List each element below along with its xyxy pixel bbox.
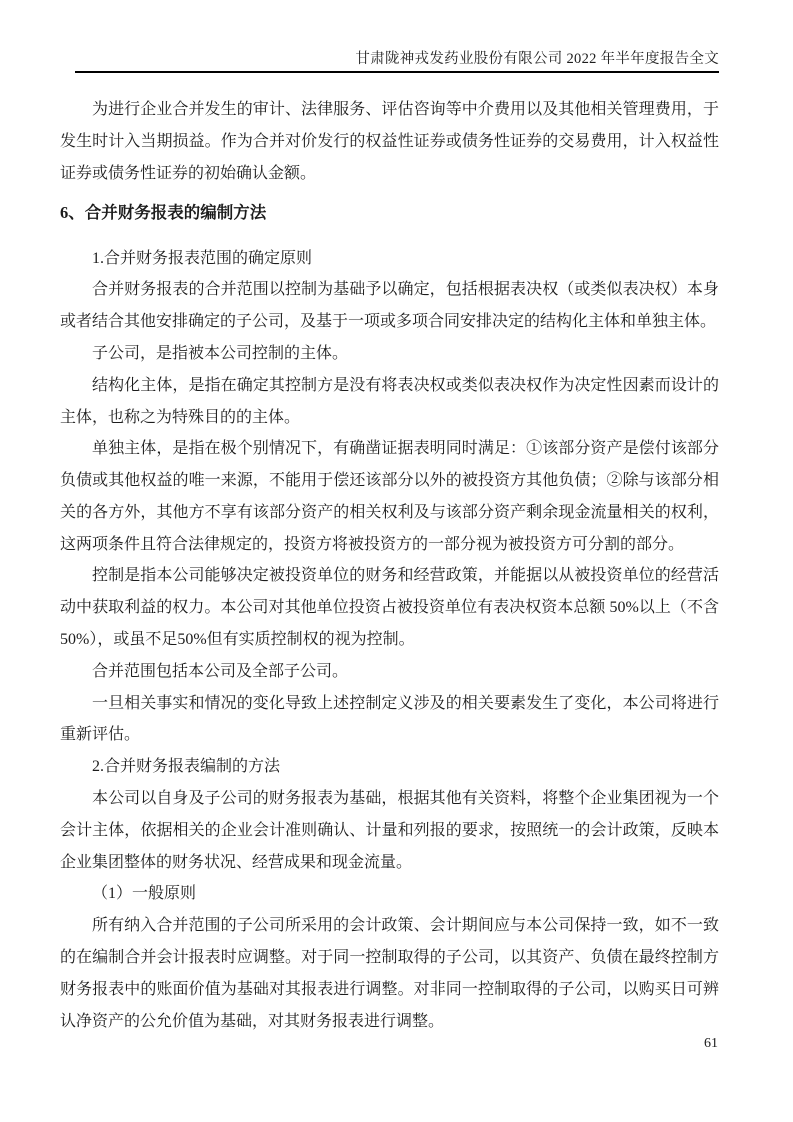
paragraph-subsidiary-definition: 子公司，是指被本公司控制的主体。	[92, 344, 349, 362]
paragraph-separate-entity-definition: 单独主体，是指在极个别情况下，有确凿证据表明同时满足：①该部分资产是偿付该部分负债或其他权益的唯一来源，不能用于偿还该部分以外的被投资方其他负债；②除与该部分相关的各方外，其他方不享有该部分资产的相关权利及与该部分资产剩余现金流量相关的权利，这两项条件且符合法律规定的，投资方将被投资方的一部分视为被投资方可分割的部分。	[60, 440, 719, 553]
page-body	[60, 73, 719, 1037]
paragraph-consolidation-scope-basis: 合并财务报表的合并范围以控制为基础予以确定，包括根据表决权（或类似表决权）本身或者结合其他安排确定的子公司，及基于一项或多项合同安排决定的结构化主体和单独主体。	[60, 281, 719, 331]
paragraph-preparation-method-body: 本公司以自身及子公司的财务报表为基础，根据其他有关资料，将整个企业集团视为一个会计主体，依据相关的企业会计准则确认、计量和列报的要求，按照统一的会计政策，反映本企业集团整体的财务状况、经营成果和现金流量。	[60, 790, 719, 871]
paragraph-reassessment-on-change: 一旦相关事实和情况的变化导致上述控制定义涉及的相关要素发生了变化，本公司将进行重新评估。	[60, 694, 719, 744]
paragraph-general-principle-title: （1）一般原则	[92, 885, 197, 903]
paragraph-preparation-method-title: 2.合并财务报表编制的方法	[92, 758, 281, 776]
paragraph-consolidation-scope-coverage: 合并范围包括本公司及全部子公司。	[92, 662, 349, 680]
paragraph-structured-entity-definition: 结构化主体，是指在确定其控制方是没有将表决权或类似表决权作为决定性因素而设计的主体，也称之为特殊目的的主体。	[60, 376, 719, 426]
page-header	[75, 0, 719, 73]
paragraph-general-principle-body: 所有纳入合并范围的子公司所采用的会计政策、会计期间应与本公司保持一致，如不一致的在编制合并会计报表时应调整。对于同一控制取得的子公司，以其资产、负债在最终控制方财务报表中的账面价值为基础对其报表进行调整。对非同一控制取得的子公司，以购买日可辨认净资产的公允价值为基础，对其财务报表进行调整。	[60, 917, 719, 1030]
page-number: 61	[704, 1036, 718, 1051]
report-header-title: 甘肃陇神戎发药业股份有限公司 2022 年半年度报告全文	[355, 51, 719, 67]
section-heading-consolidated-statements-method: 6、合并财务报表的编制方法	[60, 202, 267, 222]
paragraph-merger-intermediary-fees: 为进行企业合并发生的审计、法律服务、评估咨询等中介费用以及其他相关管理费用，于发生时计入当期损益。作为合并对价发行的权益性证券或债务性证券的交易费用，计入权益性证券或债务性证券的初始确认金额。	[60, 101, 719, 182]
paragraph-control-definition: 控制是指本公司能够决定被投资单位的财务和经营政策，并能据以从被投资单位的经营活动中获取利益的权力。本公司对其他单位投资占被投资单位有表决权资本总额 50%以上（不含 50%），或虽不足50%但有实质控制权的视为控制。	[60, 567, 719, 649]
paragraph-scope-determination-principle: 1.合并财务报表范围的确定原则	[92, 249, 313, 267]
